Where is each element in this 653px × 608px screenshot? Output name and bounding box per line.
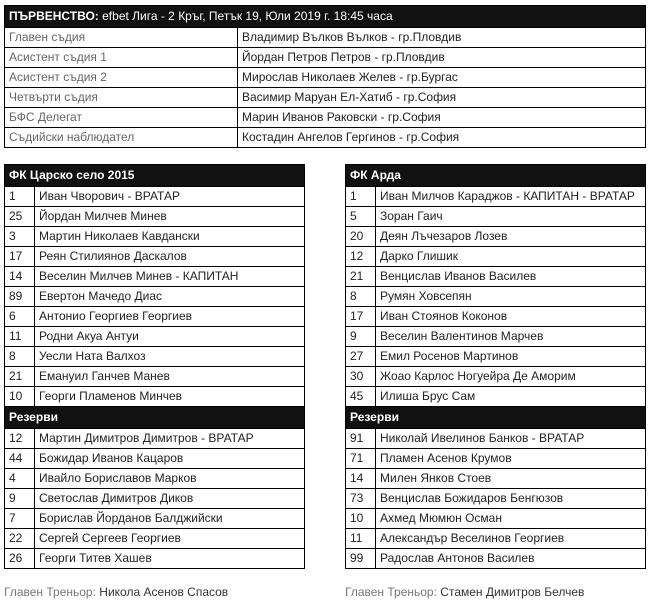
- player-number: 5: [346, 207, 376, 227]
- official-role: Четвърти съдия: [5, 88, 238, 108]
- player-number: 3: [5, 227, 35, 247]
- away-starter-row: [346, 267, 646, 287]
- player-name: Жоао Карлос Ногуейра Де Аморим: [376, 367, 646, 387]
- official-row: [5, 128, 646, 148]
- player-name: Антонио Георгиев Георгиев: [35, 307, 305, 327]
- player-number: 27: [346, 347, 376, 367]
- player-number: 7: [5, 509, 35, 529]
- home-coach-label: Главен Треньор:: [4, 585, 96, 599]
- official-row: [5, 68, 646, 88]
- home-starter-row: [5, 387, 305, 407]
- player-number: 25: [5, 207, 35, 227]
- away-starter-row: [346, 227, 646, 247]
- away-reserve-row: [346, 489, 646, 509]
- official-name: Костадин Ангелов Гергинов - гр.София: [238, 128, 646, 148]
- official-role: Съдийски наблюдател: [5, 128, 238, 148]
- player-number: 44: [5, 449, 35, 469]
- official-name: Владимир Вълков Вълков - гр.Пловдив: [238, 28, 646, 48]
- home-reserve-row: [5, 429, 305, 449]
- player-name: Ивайло Бориславов Марков: [35, 469, 305, 489]
- away-reserves-header-row: [346, 407, 646, 429]
- player-number: 9: [5, 489, 35, 509]
- player-name: Илиша Брус Сам: [376, 387, 646, 407]
- player-number: 21: [5, 367, 35, 387]
- player-number: 45: [346, 387, 376, 407]
- match-header: [5, 6, 646, 28]
- official-role: Асистент съдия 1: [5, 48, 238, 68]
- player-number: 30: [346, 367, 376, 387]
- official-row: [5, 88, 646, 108]
- player-name: Божидар Иванов Кацаров: [35, 449, 305, 469]
- away-reserve-row: [346, 469, 646, 489]
- official-row: [5, 48, 646, 68]
- player-name: Светослав Димитров Диков: [35, 489, 305, 509]
- away-starter-row: [346, 247, 646, 267]
- player-number: 10: [346, 509, 376, 529]
- home-starter-row: [5, 187, 305, 207]
- away-reserve-row: [346, 509, 646, 529]
- home-starter-row: [5, 267, 305, 287]
- player-number: 73: [346, 489, 376, 509]
- away-coach: [345, 585, 584, 599]
- away-reserve-row: [346, 449, 646, 469]
- player-name: Иван Стоянов Коконов: [376, 307, 646, 327]
- away-reserve-row: [346, 529, 646, 549]
- official-row: [5, 28, 646, 48]
- away-starter-row: [346, 367, 646, 387]
- player-name: Иван Чворович - ВРАТАР: [35, 187, 305, 207]
- away-starter-row: [346, 187, 646, 207]
- player-number: 1: [5, 187, 35, 207]
- home-starter-row: [5, 247, 305, 267]
- player-number: 6: [5, 307, 35, 327]
- away-team-name: ФК Арда: [346, 165, 646, 187]
- match-header-prefix: ПЪРВЕНСТВО:: [9, 9, 99, 23]
- player-number: 10: [5, 387, 35, 407]
- official-name: Марин Иванов Раковски - гр.София: [238, 108, 646, 128]
- player-name: Румян Ховсепян: [376, 287, 646, 307]
- player-number: 17: [346, 307, 376, 327]
- player-name: Георги Пламенов Минчев: [35, 387, 305, 407]
- player-name: Деян Лъчезаров Лозев: [376, 227, 646, 247]
- home-starter-row: [5, 287, 305, 307]
- official-row: [5, 108, 646, 128]
- away-starter-row: [346, 387, 646, 407]
- home-reserve-row: [5, 449, 305, 469]
- official-role: БФС Делегат: [5, 108, 238, 128]
- player-name: Дарко Глишик: [376, 247, 646, 267]
- official-role: Асистент съдия 2: [5, 68, 238, 88]
- home-starter-row: [5, 347, 305, 367]
- player-number: 21: [346, 267, 376, 287]
- home-lineup-table: [4, 164, 305, 569]
- home-starter-row: [5, 207, 305, 227]
- player-number: 1: [346, 187, 376, 207]
- player-name: Иван Милчов Караджов - КАПИТАН - ВРАТАР: [376, 187, 646, 207]
- home-reserve-row: [5, 509, 305, 529]
- home-starter-row: [5, 227, 305, 247]
- away-reserve-row: [346, 549, 646, 569]
- player-name: Емануил Ганчев Манев: [35, 367, 305, 387]
- player-name: Мартин Николаев Кавдански: [35, 227, 305, 247]
- home-starter-row: [5, 327, 305, 347]
- player-name: Сергей Сергеев Георгиев: [35, 529, 305, 549]
- player-name: Веселин Милчев Минев - КАПИТАН: [35, 267, 305, 287]
- home-team-name: ФК Царско село 2015: [5, 165, 305, 187]
- away-reserve-row: [346, 429, 646, 449]
- player-name: Веселин Валентинов Марчев: [376, 327, 646, 347]
- player-name: Родни Акуа Антуи: [35, 327, 305, 347]
- player-name: Александър Веселинов Георгиев: [376, 529, 646, 549]
- player-number: 99: [346, 549, 376, 569]
- player-name: Зоран Гаич: [376, 207, 646, 227]
- player-number: 12: [346, 247, 376, 267]
- player-number: 91: [346, 429, 376, 449]
- away-coach-label: Главен Треньор:: [345, 585, 437, 599]
- player-number: 9: [346, 327, 376, 347]
- player-name: Венцислав Иванов Василев: [376, 267, 646, 287]
- home-reserves-header-row: [5, 407, 305, 429]
- match-header-text: efbet Лига - 2 Кръг, Петък 19, Юли 2019 г. 18:45 часа: [98, 9, 393, 23]
- home-reserve-row: [5, 469, 305, 489]
- player-number: 8: [5, 347, 35, 367]
- official-name: Васимир Маруан Ел-Хатиб - гр.София: [238, 88, 646, 108]
- home-starter-row: [5, 367, 305, 387]
- player-number: 11: [5, 327, 35, 347]
- away-starter-row: [346, 307, 646, 327]
- official-role: Главен съдия: [5, 28, 238, 48]
- player-name: Йордан Милчев Минев: [35, 207, 305, 227]
- player-name: Реян Стилиянов Даскалов: [35, 247, 305, 267]
- player-name: Борислав Йорданов Балджийски: [35, 509, 305, 529]
- player-number: 17: [5, 247, 35, 267]
- player-number: 22: [5, 529, 35, 549]
- away-starter-row: [346, 347, 646, 367]
- player-name: Георги Титев Хашев: [35, 549, 305, 569]
- away-reserves-label: Резерви: [346, 407, 646, 429]
- player-number: 11: [346, 529, 376, 549]
- player-name: Емил Росенов Мартинов: [376, 347, 646, 367]
- player-name: Уесли Ната Валхоз: [35, 347, 305, 367]
- player-number: 26: [5, 549, 35, 569]
- away-starter-row: [346, 207, 646, 227]
- player-number: 20: [346, 227, 376, 247]
- home-reserves-label: Резерви: [5, 407, 305, 429]
- official-name: Мирослав Николаев Желев - гр.Бургас: [238, 68, 646, 88]
- away-coach-name: Стамен Димитров Белчев: [436, 585, 585, 599]
- home-coach: [4, 585, 228, 599]
- officials-table: [4, 5, 646, 148]
- official-name: Йордан Петров Петров - гр.Пловдив: [238, 48, 646, 68]
- away-lineup-table: [345, 164, 646, 569]
- player-number: 89: [5, 287, 35, 307]
- player-number: 8: [346, 287, 376, 307]
- player-name: Евертон Мачедо Диас: [35, 287, 305, 307]
- player-name: Пламен Асенов Крумов: [376, 449, 646, 469]
- player-name: Ахмед Мюмюн Осман: [376, 509, 646, 529]
- player-name: Радослав Антонов Василев: [376, 549, 646, 569]
- player-name: Николай Ивелинов Банков - ВРАТАР: [376, 429, 646, 449]
- home-team-header-row: [5, 165, 305, 187]
- home-coach-name: Никола Асенов Спасов: [95, 585, 229, 599]
- away-starter-row: [346, 327, 646, 347]
- player-number: 71: [346, 449, 376, 469]
- player-name: Милен Янков Стоев: [376, 469, 646, 489]
- match-header-row: [5, 6, 646, 28]
- player-name: Мартин Димитров Димитров - ВРАТАР: [35, 429, 305, 449]
- home-reserve-row: [5, 549, 305, 569]
- home-reserve-row: [5, 529, 305, 549]
- player-name: Венцислав Божидаров Бенгюзов: [376, 489, 646, 509]
- player-number: 4: [5, 469, 35, 489]
- away-starter-row: [346, 287, 646, 307]
- away-team-header-row: [346, 165, 646, 187]
- player-number: 14: [346, 469, 376, 489]
- home-starter-row: [5, 307, 305, 327]
- player-number: 14: [5, 267, 35, 287]
- home-reserve-row: [5, 489, 305, 509]
- player-number: 12: [5, 429, 35, 449]
